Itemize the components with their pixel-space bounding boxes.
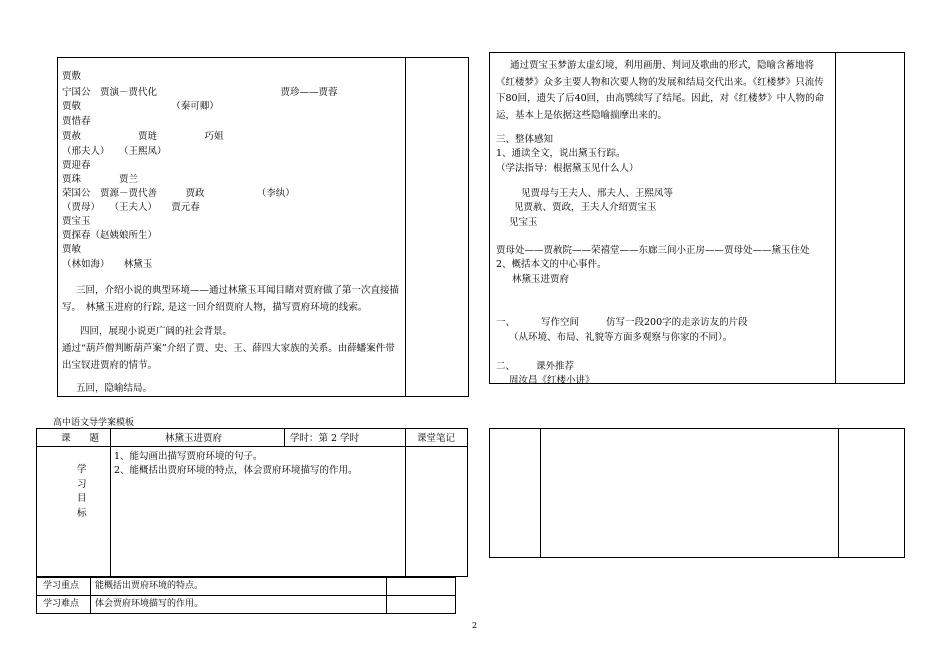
tree-line: 贾敏 [62,244,82,255]
writing-task: 仿写一段200字的走亲访友的片段 [606,317,748,328]
right-lower-col-divider [540,428,541,558]
meet-line: 见宝玉 [509,217,538,228]
tree-line: 贾探春（赵姨娘所生） [62,230,158,241]
key-point-label: 学习重点 [43,581,80,591]
right-notes-divider [835,52,836,384]
table-row-divider [36,446,468,447]
dream-paragraph: 通过贾宝玉梦游太虚幻境，利用画册、判词及歌曲的形式，隐喻含蓄地将《红楼梦》众多主要人物和次要人物的发展和结局交代出来。《红楼梦》只流传下80回，遗失了后40回，由高鹗续写了结尾。因此，对《红楼梦》中人物的命运，基本上是依据这些隐喻揣摩出来的。 [496,60,825,121]
right-lower-table [489,428,905,558]
tree-line: 贾惜春 [62,116,91,127]
goal-label-char: 目 [77,493,87,504]
meet-line: 见贾赦、贾政，王夫人介绍贾宝玉 [514,202,657,213]
goal-label-char: 学 [77,464,87,475]
central-event: 林黛玉进贾府 [512,274,570,285]
goal-label-char: 标 [77,508,87,519]
tree-line: 宁国公 贾演－贾代化 贾珍——贾蓉 [62,87,338,98]
right-lower-col-divider [838,428,839,558]
topic-value: 林黛玉进贾府 [165,433,223,444]
key-point-value: 能概括出贾府环境的特点。 [95,581,204,591]
tree-line: 贾敬 （秦可卿） [62,101,219,112]
reading-section-title: 课外推荐 [536,361,575,372]
reading-section-number: 二、 [496,361,516,372]
method-hint: （学法指导：根据黛玉见什么人） [496,163,639,174]
tree-line: 荣国公 贾源－贾代善 贾政 （李纨） [62,188,295,199]
tree-line: （贾母） （王夫人） 贾元春 [62,202,200,213]
table-col-divider [110,428,111,577]
tree-line: 贾敷 [62,71,82,82]
route-line: 贾母处——贾赦院——荣禧堂——东廊三间小正房——贾母处——黛玉住处 [496,245,810,256]
chapter4-summary: 四回，展现小说更广阔的社会背景。 [80,326,233,337]
writing-section-title: 写作空间 [541,317,580,328]
difficulty-value: 体会贾府环境描写的作用。 [95,599,204,609]
tree-line: 贾珠 贾兰 [62,174,139,185]
chapter4-paragraph: 通过“葫芦僧判断葫芦案”介绍了贾、史、王、薛四大家族的关系。由薛蟠案件带出宝钗进贾府的情节。 [62,343,395,371]
goal-item-2: 2、能概括出贾府环境的特点，体会贾府环境描写的作用。 [114,465,358,476]
writing-note: （从环境、布局、礼貌等方面多观察与你家的不同）。 [509,332,733,343]
focus-row-divider [36,595,456,596]
tree-line: （林如海） 林黛玉 [62,259,153,270]
table-col-divider [284,428,285,446]
class-hours: 学时：第 2 学时 [290,433,360,444]
section-overview-heading: 三、整体感知 [496,134,554,145]
difficulty-label: 学习难点 [43,599,80,609]
page-number: 2 [472,621,478,630]
task-1: 1、通读全文，说出黛玉行踪。 [496,148,626,159]
tree-line: 贾赦 贾琏 巧姐 [62,131,224,142]
chapter3-paragraph: 三回，介绍小说的典型环境——通过林黛玉耳闻目睹对贾府做了第一次直接描写。 林黛玉进府的行踪, 是这一回介绍贾府人物，描写贾府环境的线索。 [62,285,400,313]
class-notes-header: 课堂笔记 [417,433,456,444]
writing-section-number: 一、 [496,317,516,328]
topic-label: 课 题 [61,433,100,444]
left-notes-divider [405,57,406,397]
tree-line: （邢夫人） （王熙凤） [62,146,167,157]
focus-col-divider [386,577,387,614]
tree-line: 贾宝玉 [62,216,91,227]
focus-col-divider [90,577,91,614]
template-title: 高中语文导学案模板 [53,418,135,428]
chapter5-paragraph: 五回，隐喻结局。 [76,383,153,394]
goal-item-1: 1、能勾画出描写贾府环境的句子。 [114,451,263,462]
tree-line: 贾迎春 [62,160,91,171]
meet-line: 见贾母与王夫人、邢夫人、王熙凤等 [521,188,674,199]
table-col-divider [405,428,406,577]
task-2: 2、概括本文的中心事件。 [496,259,607,270]
reading-recommendation: 周汝昌《红楼小讲》 [509,375,595,386]
goal-label-char: 习 [77,479,87,490]
